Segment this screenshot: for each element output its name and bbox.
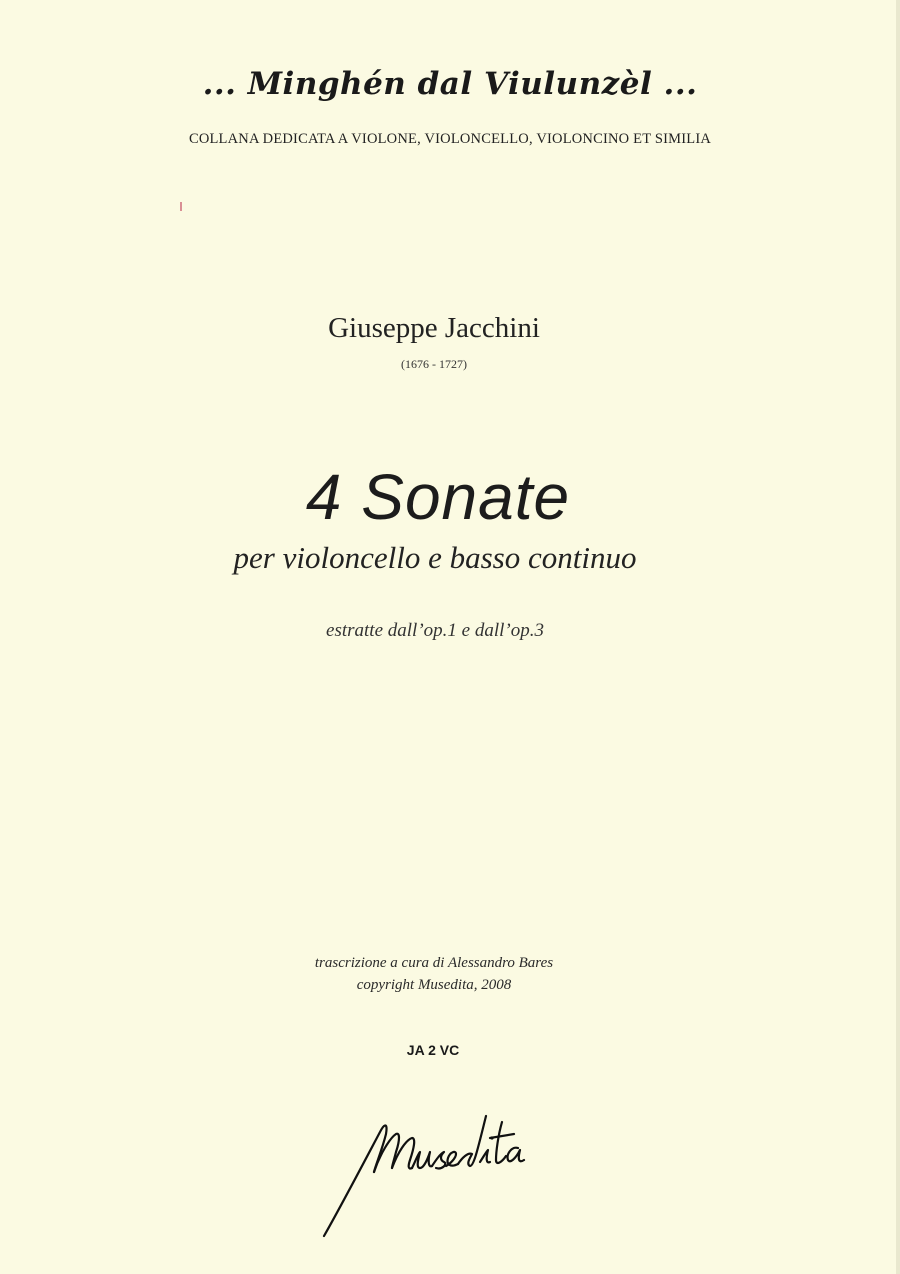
catalog-number: JA 2 VC [406,1042,460,1058]
series-subtitle: COLLANA DEDICATA A VIOLONE, VIOLONCELLO, VIOLONCINO ET SIMILIA [188,131,712,147]
musedita-logo [310,1088,570,1248]
series-title: ... Minghén dal Viulunzèl ... [202,66,698,102]
work-subtitle: per violoncello e basso continuo [233,540,637,575]
copyright-notice: copyright Musedita, 2008 [356,977,512,993]
page-edge [896,0,900,1274]
composer-name: Giuseppe Jacchini [328,312,540,344]
work-title: 4 Sonate [305,461,571,533]
stray-mark [180,202,182,211]
transcription-credit: trascrizione a cura di Alessandro Bares [314,955,554,971]
extract-note: estratte dall’op.1 e dall’op.3 [326,620,544,641]
composer-dates: (1676 - 1727) [401,357,467,371]
